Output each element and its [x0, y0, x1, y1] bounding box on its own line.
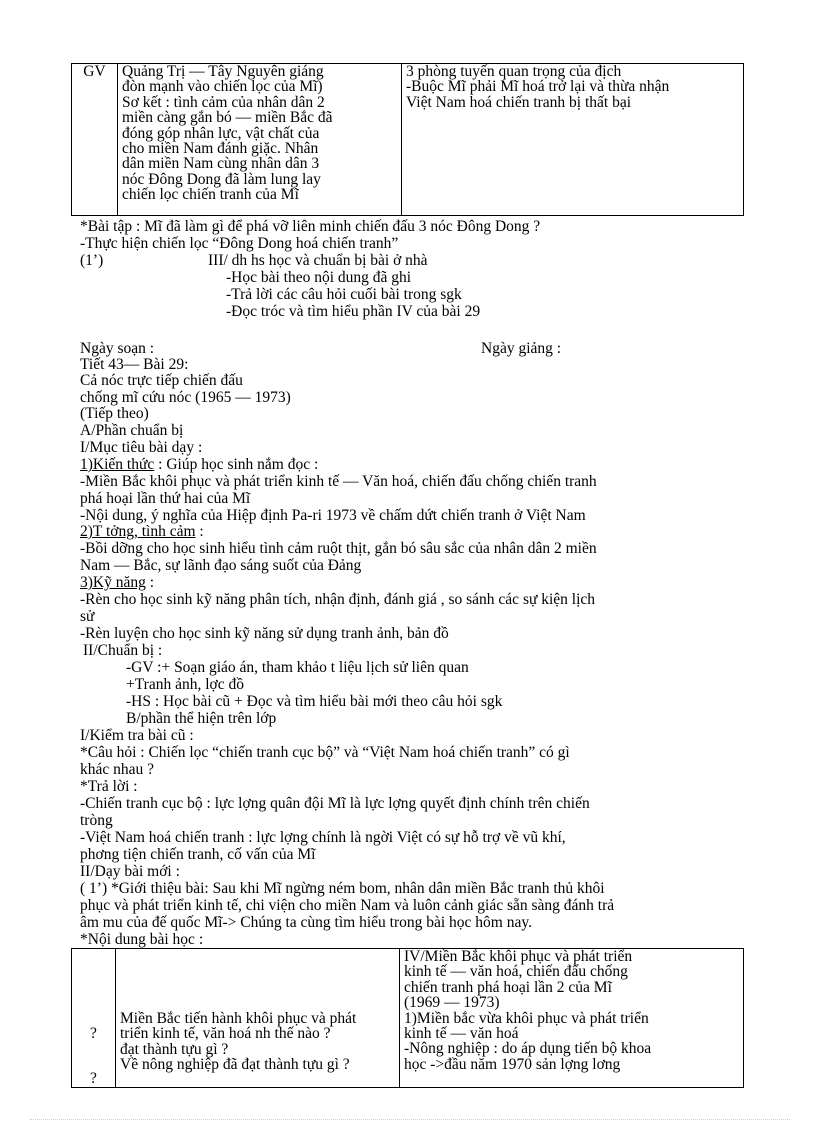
text-line: nóc Đông Dong đã làm lung lay	[122, 170, 321, 188]
text-line: -Nông nghiệp : do áp dụng tiến bộ khoa	[404, 1040, 652, 1058]
text-line: học ->đầu năm 1970 sản lợng lơng	[404, 1055, 621, 1073]
exercise-question: *Bài tập : Mĩ đã làm gì để phá vỡ liên minh chiến đấu 3 nóc Đông Dong ?	[80, 218, 541, 235]
date-prepared: Ngày soạn :	[80, 340, 155, 357]
text-line: Về nông nghiệp đã đạt thành tựu gì ?	[120, 1056, 350, 1074]
text-line: -Rèn cho học sinh kỹ năng phân tích, nhận định, đánh giá , so sánh các sự kiện lịch	[80, 591, 596, 608]
skills-text: :	[145, 574, 155, 591]
new-lesson-heading: II/Dạy bài mới :	[80, 863, 180, 880]
attitude-heading	[80, 523, 204, 540]
lesson-content-cell	[400, 949, 744, 1088]
question-marker: ?	[90, 1070, 97, 1088]
knowledge-text: : Giúp học sinh nắm đọc :	[154, 456, 319, 473]
content-heading: *Nội dung bài học :	[80, 931, 204, 948]
text-line: âm mu của đế quốc Mĩ-> Chúng ta cùng tìm hiểu trong bài học hôm nay.	[80, 914, 532, 931]
lesson-period: Tiết 43— Bài 29:	[80, 356, 189, 373]
text-line: ( 1’) *Giới thiệu bài: Sau khi Mĩ ngừng ném bom, nhân dân miền Bắc tranh thủ khôi	[80, 880, 605, 897]
homework-item: -Trả lời các câu hỏi cuối bài trong sgk	[226, 286, 462, 303]
text-line: (1969 — 1973)	[404, 994, 500, 1012]
text-line: kinh tế — văn hoá	[404, 1025, 519, 1043]
text-line: chiến lọc chiến tranh của Mĩ	[122, 186, 299, 204]
skills-heading	[80, 574, 154, 591]
text-line: 1)Miền bắc vừa khôi phục và phát triển	[404, 1009, 649, 1027]
text-line: phục và phát triển kinh tế, chi viện cho miền Nam và luôn cảnh giác sẵn sàng đánh trả	[80, 897, 615, 914]
time-marker: (1’)	[80, 252, 104, 269]
text-line: Miền Bắc tiến hành khôi phục và phát	[120, 1010, 357, 1027]
text-line: -HS : Học bài cũ + Đọc và tìm hiểu bài mới theo câu hỏi sgk	[126, 693, 503, 710]
knowledge-label: 1)Kiến thức	[80, 456, 155, 473]
text-line: +Tranh ảnh, lợc đồ	[126, 676, 244, 693]
text-line: -GV :+ Soạn giáo án, tham khảo t liệu lịch sử liên quan	[126, 659, 469, 676]
text-line: -Nội dung, ý nghĩa của Hiệp định Pa-ri 1973 về chấm dứt chiến tranh ở Việt Nam	[80, 507, 586, 524]
text-line: đạt thành tựu gì ?	[120, 1040, 229, 1058]
spacer	[72, 949, 115, 1026]
text-line: -Việt Nam hoá chiến tranh : lực lợng chính là ngời Việt có sự hỗ trợ về vũ khí,	[80, 829, 566, 846]
knowledge-heading	[80, 456, 318, 473]
spacer	[72, 1041, 115, 1056]
text-line: đòn mạnh vào chiến lọc của Mĩ)	[122, 78, 323, 96]
text-line: miền càng gắn bó — miền Bắc đã	[122, 109, 333, 127]
text-line: -Buộc Mĩ phải Mĩ hoá trở lại và thừa nhận	[406, 78, 670, 96]
prep-heading: II/Chuẩn bị :	[83, 642, 163, 659]
answer-heading: *Trả lời :	[80, 778, 138, 795]
exercise-answer: -Thực hiện chiến lọc “Đông Dong hoá chiến tranh”	[80, 235, 399, 252]
review-heading: I/Kiểm tra bài cũ :	[80, 727, 194, 744]
lesson-title-line: chống mĩ cứu nóc (1965 — 1973)	[80, 389, 291, 406]
text-line: phơng tiện chiến tranh, cố vấn của Mĩ	[80, 846, 316, 863]
lesson-table-bottom	[71, 948, 744, 1088]
text-line: phá hoại lần thứ hai của Mĩ	[80, 490, 251, 507]
homework-item: -Đọc tróc và tìm hiểu phần IV của bài 29	[226, 303, 481, 320]
objectives-heading: I/Mục tiêu bài dạy :	[80, 439, 203, 456]
question-marker: ?	[90, 1025, 97, 1042]
text-line: IV/Miền Bắc khôi phục và phát triển	[404, 948, 633, 965]
text-line: kinh tế — văn hoá, chiến đấu chống	[404, 963, 628, 981]
section-a-heading: A/Phần chuẩn bị	[80, 422, 184, 439]
text-line: Việt Nam hoá chiến tranh bị thất bại	[406, 93, 632, 111]
attitude-text: :	[195, 523, 204, 540]
text-line: -Miền Bắc khôi phục và phát triển kinh tế — Văn hoá, chiến đấu chống chiến tranh	[80, 473, 597, 490]
text-line: sử	[80, 608, 95, 625]
text-line: *Câu hỏi : Chiến lọc “chiến tranh cục bộ” và “Việt Nam hoá chiến tranh” có gì	[80, 744, 570, 761]
spacer	[72, 1056, 115, 1071]
text-line: cho miền Nam đánh giặc. Nhân	[122, 140, 319, 158]
text-line: -Chiến tranh cục bộ : lực lợng quân đội Mĩ là lực lợng quyết định chính trên chiến	[80, 795, 590, 812]
spacer	[120, 949, 395, 1011]
text-line: -Rèn luyện cho học sinh kỹ năng sử dụng tranh ảnh, bản đồ	[80, 625, 449, 642]
text-line: tròng	[80, 812, 113, 829]
section-b-heading: B/phần thể hiện trên lớp	[126, 710, 277, 727]
text-line: Nam — Bắc, sự lãnh đạo sáng suốt của Đảng	[80, 557, 362, 574]
text-line: Sơ kết : tình cảm của nhân dân 2	[122, 93, 325, 111]
homework-heading: III/ dh hs học và chuẩn bị bài ở nhà	[208, 252, 428, 269]
text-line: chiến tranh phá hoại lần 2 của Mĩ	[404, 978, 612, 996]
text-line: triển kinh tế, văn hoá nh thế nào ?	[120, 1025, 331, 1043]
continued-label: (Tiếp theo)	[80, 405, 149, 422]
text-line: -Bồi dỡng cho học sinh hiểu tình cảm ruột thịt, gắn bó sâu sắc của nhân dân 2 miền	[80, 540, 597, 557]
page-bottom-border	[30, 1119, 790, 1120]
teacher-question-cell	[116, 949, 400, 1088]
text-line: khác nhau ?	[80, 761, 155, 778]
question-marker-cell	[72, 949, 116, 1088]
teacher-activity-cell	[118, 64, 402, 216]
attitude-label: 2)T tởng, tình cảm	[80, 523, 196, 540]
content-cell	[402, 64, 744, 216]
text-line: Quảng Trị — Tây Nguyên giáng	[122, 63, 324, 80]
lesson-table-top	[71, 63, 744, 216]
role-cell: GV	[72, 64, 118, 216]
homework-item: -Học bài theo nội dung đã ghi	[226, 269, 412, 286]
text-line: dân miền Nam cùng nhân dân 3	[122, 155, 320, 173]
date-taught: Ngày giảng :	[481, 340, 562, 357]
lesson-title-line: Cả nóc trực tiếp chiến đấu	[80, 372, 243, 389]
skills-label: 3)Kỹ năng	[80, 574, 146, 591]
text-line: 3 phòng tuyến quan trọng của địch	[406, 63, 622, 80]
text-line: đóng góp nhân lực, vật chất của	[122, 124, 320, 142]
